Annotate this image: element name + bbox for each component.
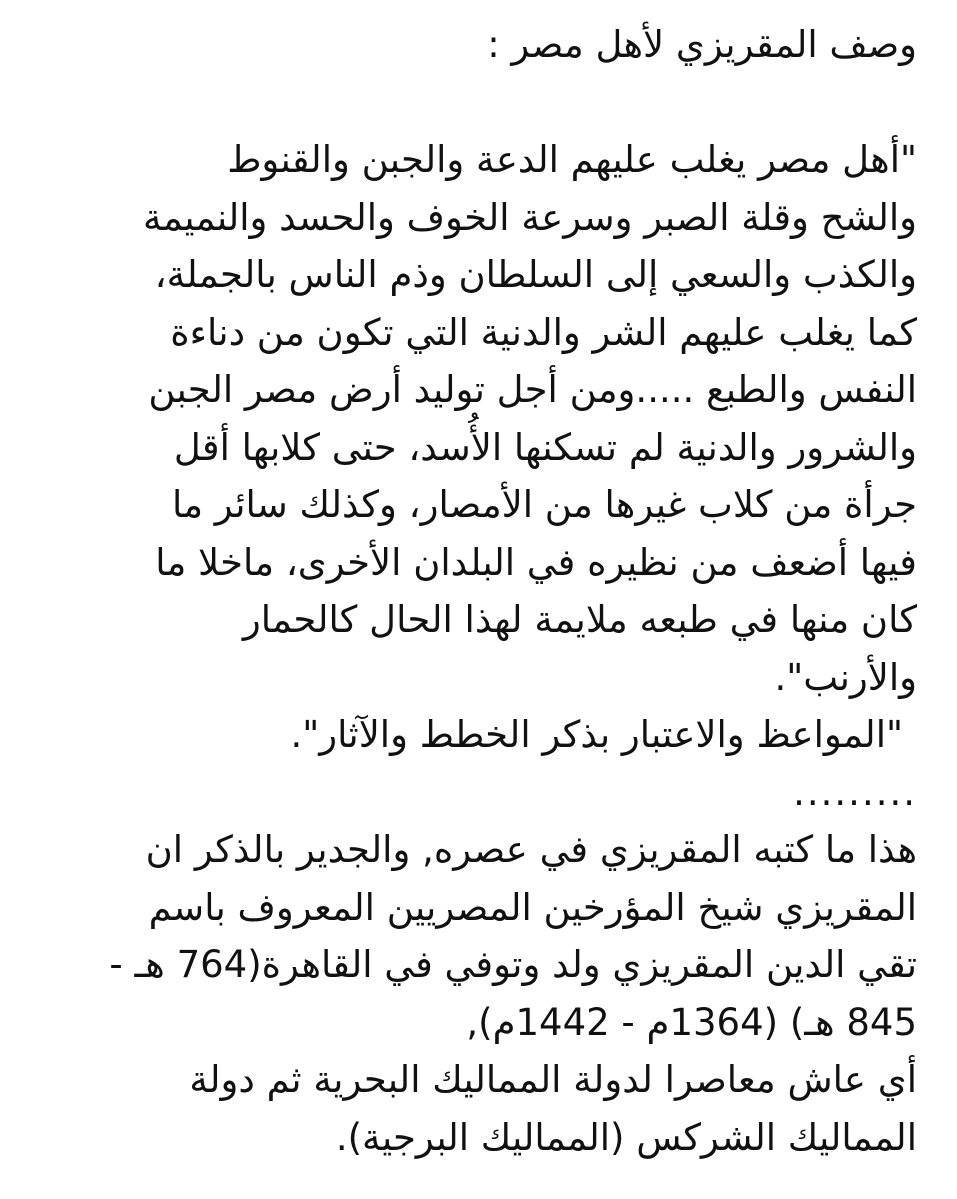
quote-line: النفس والطبع .....ومن أجل توليد أرض مصر الجبن xyxy=(148,368,917,411)
commentary-line: 845 هـ) (1364م - 1442م), xyxy=(466,1000,917,1044)
commentary-line: المقريزي شيخ المؤرخين المصريين المعروف باسم xyxy=(148,885,917,929)
blank-line xyxy=(37,74,917,132)
quote-line: فيها أضعف من نظيره في البلدان الأخرى، ماخلا ما xyxy=(155,540,917,584)
quote-line: والكذب والسعي إلى السلطان وذم الناس بالجملة، xyxy=(154,253,917,296)
source-citation: "المواعظ والاعتبار بذكر الخطط والآثار". xyxy=(290,713,903,756)
commentary-line: أي عاش معاصرا لدولة المماليك البحرية ثم دولة xyxy=(189,1058,917,1101)
commentary-line: تقي الدين المقريزي ولد وتوفي في القاهرة(764 هـ - xyxy=(109,943,917,986)
document-body xyxy=(37,16,917,1166)
document-title: وصف المقريزي لأهل مصر : xyxy=(487,23,917,66)
quote-line: كان منها في طبعه ملايمة لهذا الحال كالحمار xyxy=(242,598,917,641)
quote-block xyxy=(37,131,917,706)
commentary-block xyxy=(37,821,917,1166)
quote-line: والشرور والدنية لم تسكنها الأُسد، حتى كلابها أقل xyxy=(173,425,917,469)
quote-line: والأرنب". xyxy=(774,655,917,699)
commentary-line: المماليك الشركس (المماليك البرجية). xyxy=(335,1115,917,1159)
quote-line: كما يغلب عليهم الشر والدنية التي تكون من دناءة xyxy=(170,310,917,354)
separator: ......... xyxy=(793,770,917,814)
quote-line: جرأة من كلاب غيرها من الأمصار، وكذلك سائر ما xyxy=(171,483,917,526)
commentary-line: هذا ما كتبه المقريزي في عصره, والجدير بالذكر ان xyxy=(145,828,917,871)
quote-line: والشح وقلة الصبر وسرعة الخوف والحسد والنميمة xyxy=(143,195,917,239)
quote-line: "أهل مصر يغلب عليهم الدعة والجبن والقنوط xyxy=(227,138,917,181)
